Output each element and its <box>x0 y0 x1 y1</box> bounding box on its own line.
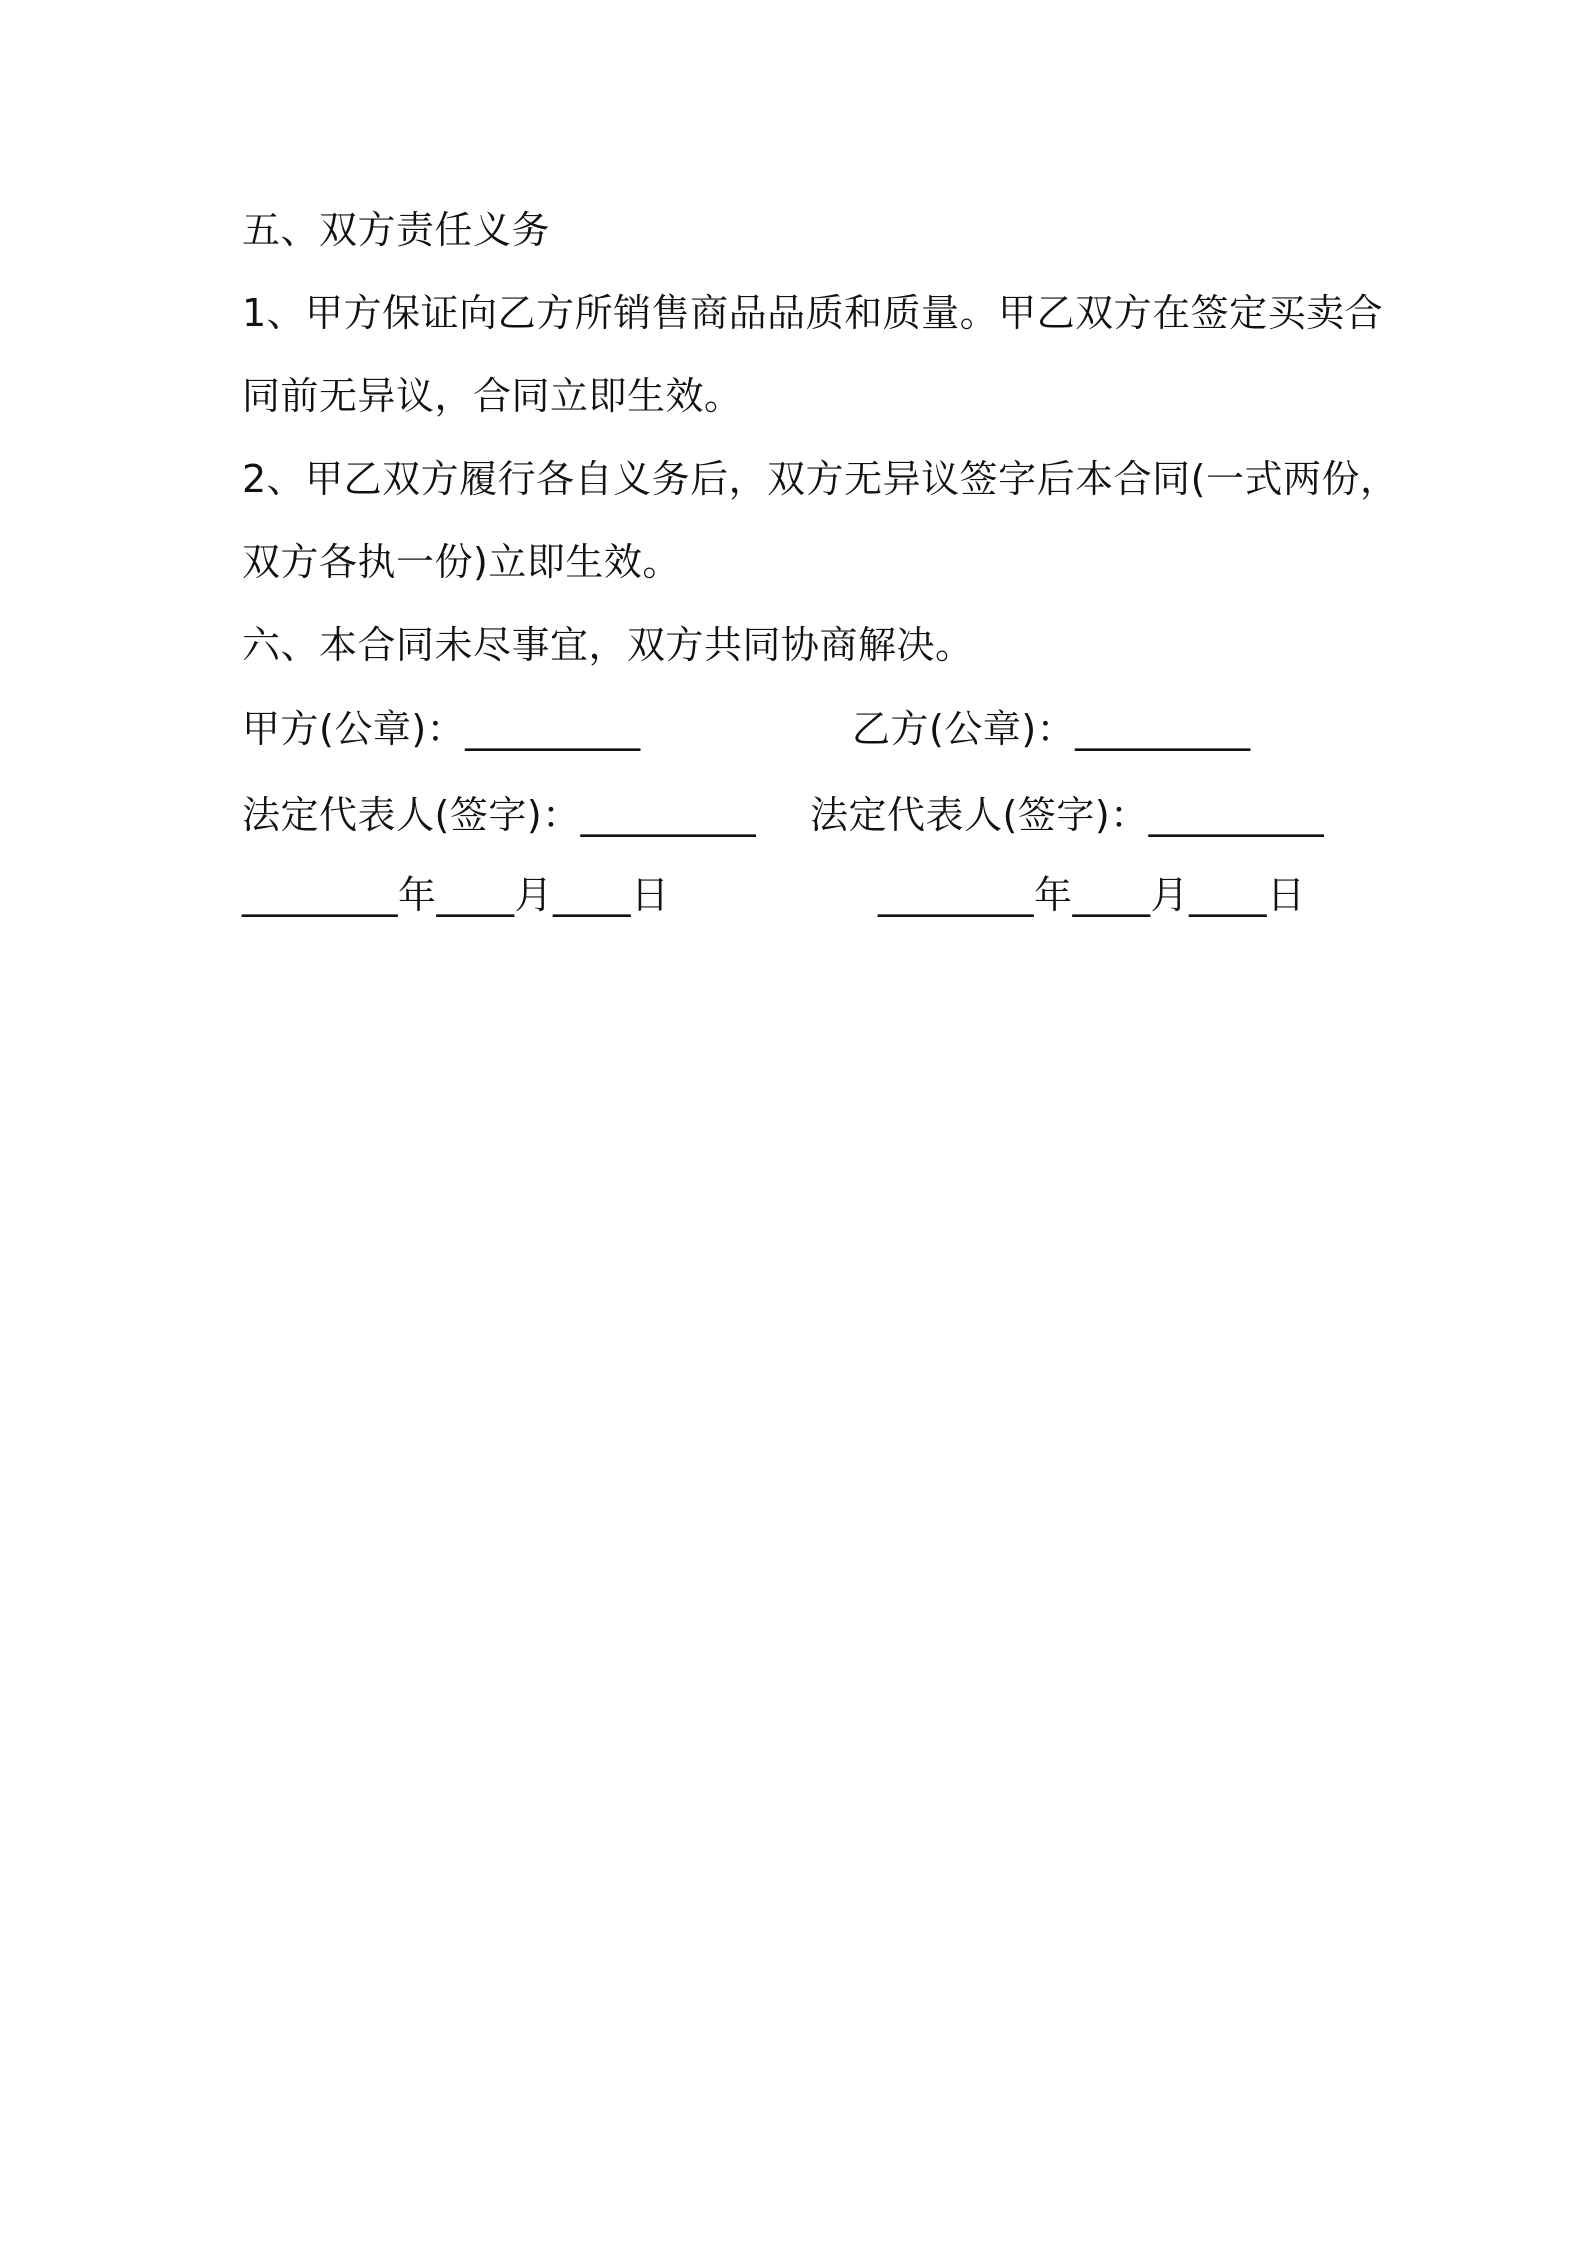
party-b-date-field: ________年____月____日 <box>878 873 1306 917</box>
party-b-seal-field: 乙方(公章)：_________ <box>852 707 1251 751</box>
section-6-text: 六、本合同未尽事宜，双方共同协商解决。 <box>242 623 974 667</box>
clause-1-line-2: 同前无异议，合同立即生效。 <box>242 374 743 418</box>
section-5-heading: 五、双方责任义务 <box>242 208 551 252</box>
clause-1-line-1: 1、甲方保证向乙方所销售商品品质和质量。甲乙双方在签定买卖合 <box>242 291 1384 335</box>
clause-2-line-2: 双方各执一份)立即生效。 <box>242 540 681 584</box>
party-a-seal-field: 甲方(公章)：_________ <box>242 707 641 751</box>
party-a-date-field: ________年____月____日 <box>242 873 670 917</box>
party-a-representative-field: 法定代表人(签字)：_________ <box>242 793 757 837</box>
party-b-representative-field: 法定代表人(签字)：_________ <box>810 793 1325 837</box>
clause-2-line-1: 2、甲乙双方履行各自义务后，双方无异议签字后本合同(一式两份， <box>242 457 1399 501</box>
